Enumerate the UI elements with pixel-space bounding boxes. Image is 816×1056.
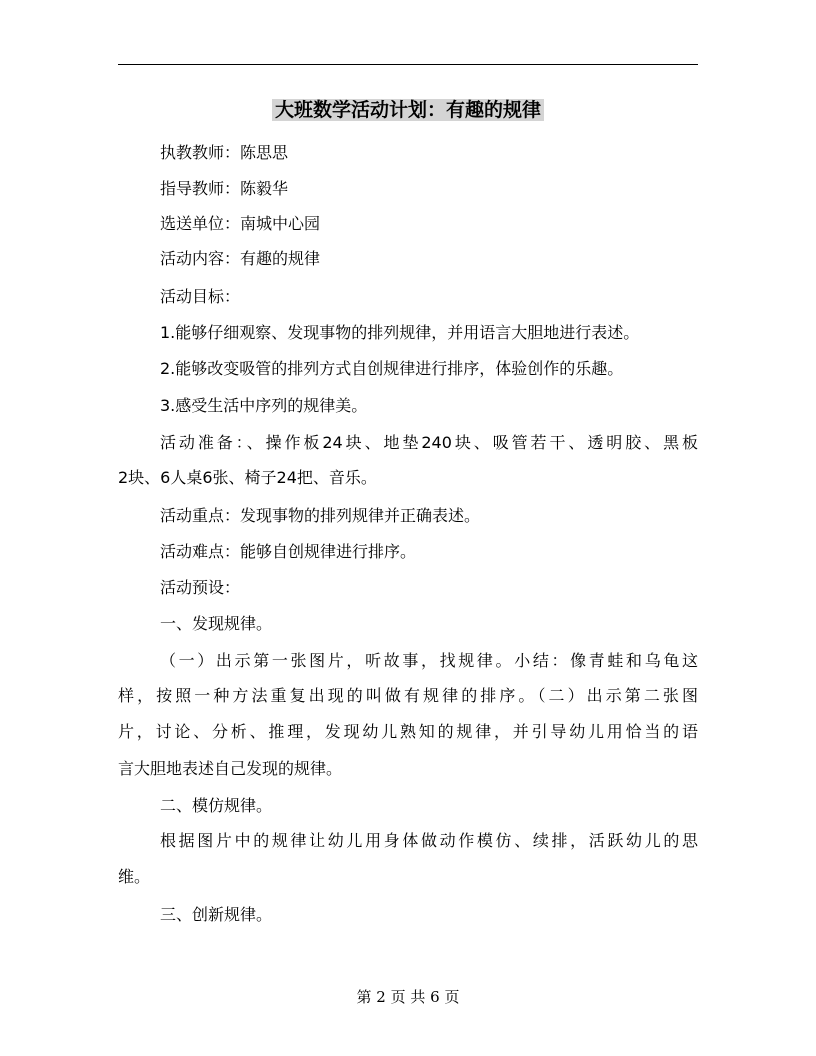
unit-line: 选送单位：南城中心园 [160, 214, 321, 233]
difficulty-line: 活动难点：能够自创规律进行排序。 [160, 542, 417, 561]
section-1-heading: 一、发现规律。 [160, 614, 273, 633]
section-2-para-line-2: 维。 [118, 867, 151, 886]
goal-1: 1.能够仔细观察、发现事物的排列规律，并用语言大胆地进行表述。 [160, 323, 640, 342]
document-title-text: 大班数学活动计划：有趣的规律 [272, 99, 544, 121]
section-2-heading: 二、模仿规律。 [160, 796, 273, 815]
section-1-para-line-3: 片，讨论、分析、推理，发现幼儿熟知的规律，并引导幼儿用恰当的语 [118, 722, 698, 741]
section-3-heading: 三、创新规律。 [160, 905, 273, 924]
preparation-line-1: 活动准备：、操作板24块、地垫240块、吸管若干、透明胶、黑板 [160, 433, 698, 452]
section-1-para-line-4: 言大胆地表述自己发现的规律。 [118, 759, 343, 778]
section-1-para-line-2: 样，按照一种方法重复出现的叫做有规律的排序。（二）出示第二张图 [118, 686, 698, 705]
advisor-line: 指导教师：陈毅华 [160, 179, 289, 198]
section-2-para-line-1: 根据图片中的规律让幼儿用身体做动作模仿、续排，活跃幼儿的思 [160, 831, 698, 850]
document-title [0, 96, 816, 124]
focus-line: 活动重点：发现事物的排列规律并正确表述。 [160, 506, 481, 525]
content-line: 活动内容：有趣的规律 [160, 249, 321, 268]
teacher-line: 执教教师：陈思思 [160, 143, 289, 162]
preset-heading: 活动预设： [160, 578, 241, 597]
preparation-line-2: 2块、6人桌6张、椅子24把、音乐。 [118, 468, 377, 487]
section-1-para-line-1: （一）出示第一张图片，听故事，找规律。小结：像青蛙和乌龟这 [160, 651, 698, 670]
goal-2: 2.能够改变吸管的排列方式自创规律进行排序，体验创作的乐趣。 [160, 359, 624, 378]
header-rule [118, 64, 698, 65]
goal-3: 3.感受生活中序列的规律美。 [160, 396, 368, 415]
goals-heading: 活动目标： [160, 287, 241, 306]
page-number: 第 2 页 共 6 页 [356, 988, 460, 1006]
